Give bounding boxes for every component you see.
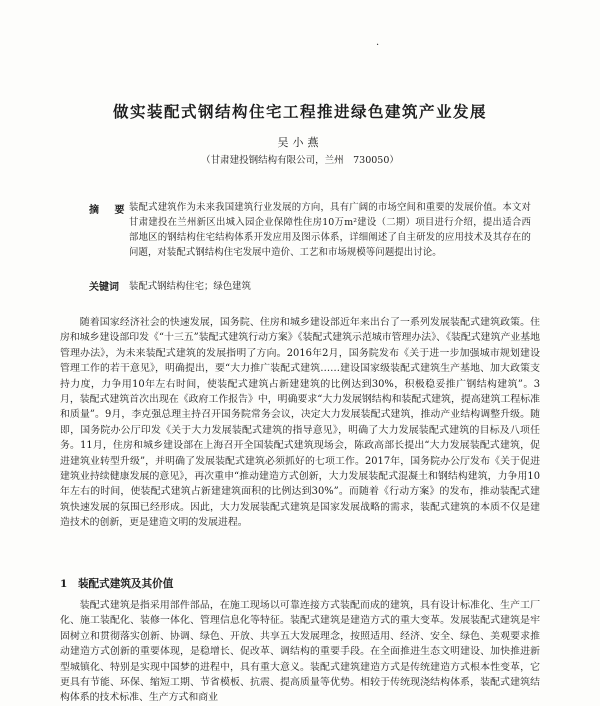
author-name: 吴小燕	[277, 136, 323, 149]
section-heading: 1 装配式建筑及其价值	[60, 578, 174, 590]
keywords-label: 关键词	[89, 282, 119, 293]
section-paragraph: 装配式建筑是指采用部件部品，在施工现场以可靠连接方式装配而成的建筑，具有设计标准化、生产工厂化、施工装配化、装修一体化、管理信息化等特征。装配式建筑是建造方式的重大变革。发展装配式建筑是牢固树立和贯彻落实创新、协调、绿色、开放、共享五大发展理念，按照适用、经济、安全、绿色、美观要求推动建造方式创新的重要体现，是稳增长、促改革、调结构的重要手段。在全面推进生态文明建设、加快推进新型城镇化、特别是实现中国梦的进程中，具有重大意义。装配式建筑建造方式是传统建造方式根本性变革，它更具有节能、环保、缩短工期、节省模板、抗震、提高质量等优势。相较于传统现浇结构体系，装配式建筑结构体系的技术标准、生产方式和商业	[60, 600, 540, 704]
intro-paragraph: 随着国家经济社会的快速发展，国务院、住房和城乡建设部近年来出台了一系列发展装配式建筑政策。住房和城乡建设部印发《“十三五”装配式建筑行动方案》《装配式建筑示范城市管理办法》、《装配式建筑产业基地管理办法》，为未来装配式建筑的发展指明了方向。2016年2月，国务院发布《关于进一步加强城市规划建设管理工作的若干意见》，明确提出，要“大力推广装配式建筑……建设国家级装配式建筑生产基地、加大政策支持力度，力争用10年左右时间，使装配式建筑占新建建筑的比例达到30%，积极稳妥推广钢结构建筑”。3月，装配式建筑首次出现在《政府工作报告》中，明确要求“大力发展钢结构和装配式建筑，提高建筑工程标准和质量”。9月，李克强总理主持召开国务院常务会议，决定大力发展装配式建筑，推动产业结构调整升级。随即，国务院办公厅印发《关于大力发展装配式建筑的指导意见》，明确了大力发展装配式建筑的目标及八项任务。11月，住房和城乡建设部在上海召开全国装配式建筑现场会，陈政高部长提出“大力发展装配式建筑，促进建筑业转型升级”，并明确了发展装配式建筑必须抓好的七项工作。2017年，国务院办公厅发布《关于促进建筑业持续健康发展的意见》，再次重申“推动建造方式创新，大力发展装配式混凝土和钢结构建筑，力争用10年左右的时间，使装配式建筑占新建建筑面积的比例达到30%”。而随着《行动方案》的发布，推动装配式建筑快速发展的氛围已经形成。因此，大力发展装配式建筑是国家发展战略的需求，装配式建筑的本质不仅是建造技术的创新，更是建造文明的发展进程。	[60, 317, 540, 529]
author-affiliation: （甘肃建投钢结构有限公司，兰州 730050）	[201, 155, 399, 166]
keywords-text: 装配式钢结构住宅；绿色建筑	[129, 281, 251, 292]
abstract-label: 摘 要	[89, 205, 131, 216]
paper-title: 做实装配式钢结构住宅工程推进绿色建筑产业发展	[112, 102, 487, 121]
page-mark: ·	[376, 40, 380, 51]
abstract-text: 装配式建筑作为未来我国建筑行业发展的方向，具有广阔的市场空间和重要的发展价值。本文对甘肃建投在兰州新区出城入园企业保障性住房10万m²建设（二期）项目进行介绍，提出适合西部地区的钢结构住宅结构体系开发应用及图示体系，详细阐述了自主研发的应用技术及其存在的问题，对装配式钢结构住宅发展中造价、工艺和市场规模等问题提出讨论。	[129, 202, 531, 258]
